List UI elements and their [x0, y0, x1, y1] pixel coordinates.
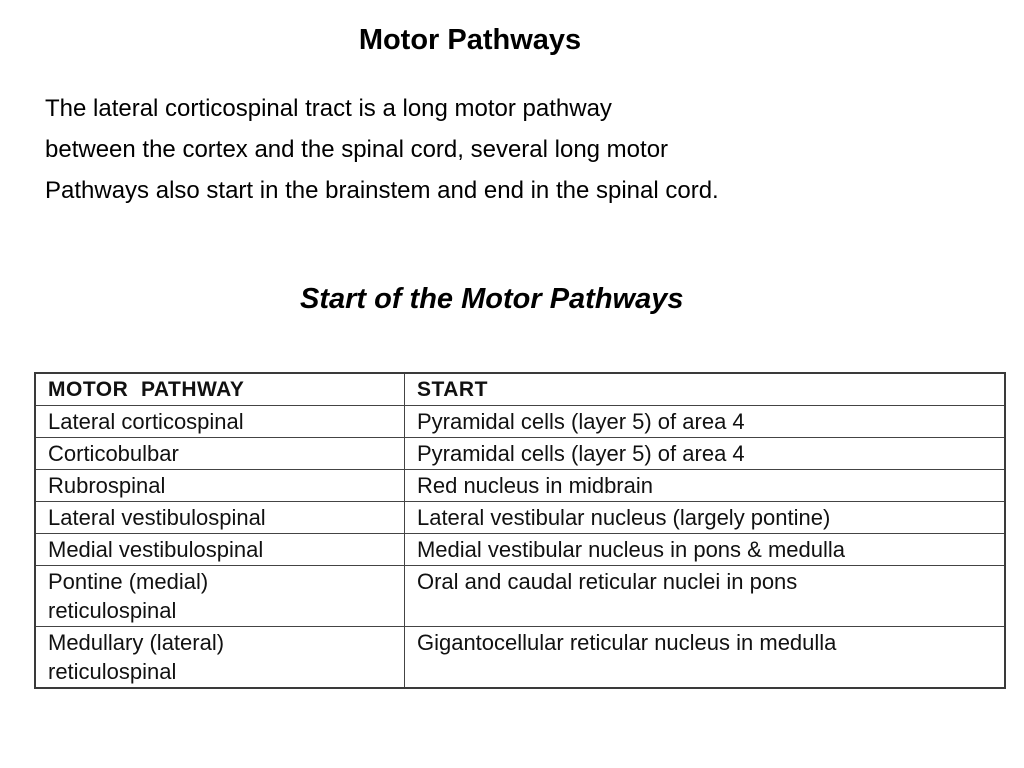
slide-title: Motor Pathways [358, 24, 582, 56]
pathway-name: Lateral corticospinal [48, 409, 244, 434]
pathway-name: Medullary (lateral) [48, 630, 225, 655]
table-row [35, 627, 1005, 689]
pathway-cell [35, 566, 404, 627]
table-row [35, 406, 1005, 438]
start-cell: Pyramidal cells (layer 5) of area 4 [404, 438, 1005, 470]
pathway-name: Lateral vestibulospinal [48, 505, 266, 530]
pathway-name: Medial vestibulospinal [48, 537, 264, 562]
table-row [35, 438, 1005, 470]
start-cell: Oral and caudal reticular nuclei in pons [404, 566, 1005, 627]
pathway-name-continued: reticulospinal [48, 598, 177, 623]
table-row [35, 470, 1005, 502]
table-row [35, 502, 1005, 534]
column-header-start: START [404, 373, 1005, 406]
pathway-name: Corticobulbar [48, 441, 179, 466]
pathway-name: Pontine (medial) [48, 569, 209, 594]
column-header-pathway: MOTOR PATHWAY [35, 373, 404, 406]
start-cell: Lateral vestibular nucleus (largely pontine) [404, 502, 1005, 534]
motor-pathway-table [34, 372, 1006, 689]
pathway-cell [35, 534, 404, 566]
pathway-cell [35, 627, 404, 689]
intro-paragraph [45, 88, 945, 211]
start-cell: Gigantocellular reticular nucleus in medulla [404, 627, 1005, 689]
intro-line: Pathways also start in the brainstem and end in the spinal cord. [45, 177, 719, 204]
intro-line: The lateral corticospinal tract is a long motor pathway [45, 95, 612, 122]
pathway-name: Rubrospinal [48, 473, 166, 498]
table-header-row [35, 373, 1005, 406]
start-cell: Red nucleus in midbrain [404, 470, 1005, 502]
start-cell: Pyramidal cells (layer 5) of area 4 [404, 406, 1005, 438]
start-cell: Medial vestibular nucleus in pons & medulla [404, 534, 1005, 566]
pathway-table-container [34, 372, 1006, 689]
intro-line: between the cortex and the spinal cord, several long motor [45, 136, 669, 163]
table-subtitle: Start of the Motor Pathways [300, 283, 684, 315]
pathway-cell [35, 502, 404, 534]
pathway-cell [35, 470, 404, 502]
pathway-name-continued: reticulospinal [48, 659, 177, 684]
table-row [35, 566, 1005, 627]
table-row [35, 534, 1005, 566]
pathway-cell [35, 438, 404, 470]
pathway-cell [35, 406, 404, 438]
